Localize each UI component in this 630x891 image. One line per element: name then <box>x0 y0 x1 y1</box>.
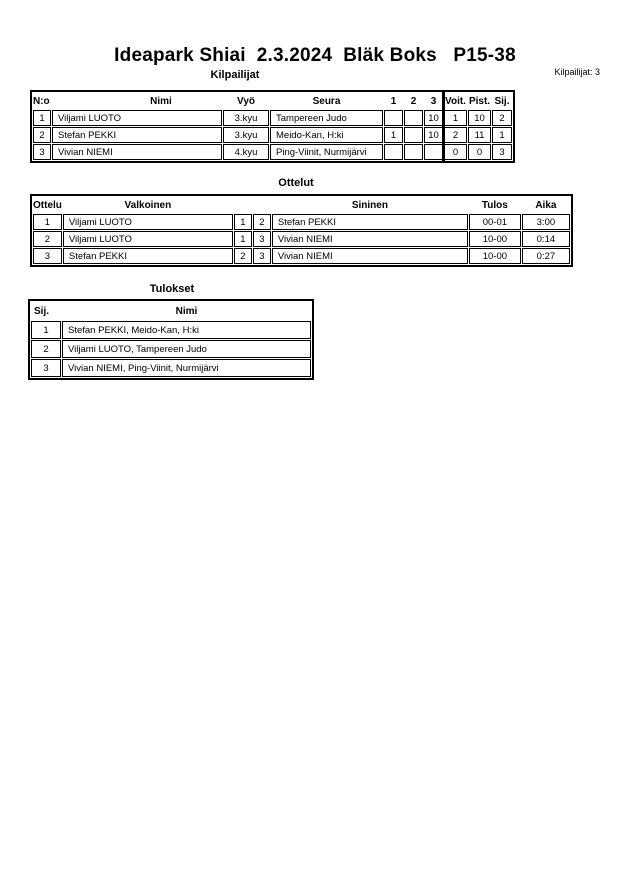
table-cell: 3 <box>492 144 512 160</box>
column-header: 2 <box>410 95 417 107</box>
table-cell: Stefan PEKKI <box>52 127 222 143</box>
table-cell: 2 <box>33 231 62 247</box>
results-table <box>28 299 314 380</box>
table-cell: 3.kyu <box>223 110 269 126</box>
table-cell: Vivian NIEMI <box>52 144 222 160</box>
table-row <box>33 127 512 143</box>
results-header-row <box>31 302 311 320</box>
table-cell: Ping-Viinit, Nurmijärvi <box>270 144 383 160</box>
table-cell: Stefan PEKKI <box>272 214 468 230</box>
column-header: Sininen <box>351 199 388 211</box>
scores-results-divider <box>442 90 445 163</box>
table-cell: 0:27 <box>522 248 570 264</box>
table-cell: 2 <box>31 340 61 358</box>
table-cell: 2 <box>253 214 271 230</box>
table-cell: Viljami LUOTO <box>63 214 233 230</box>
column-header: Vyö <box>237 95 255 107</box>
table-cell <box>404 144 423 160</box>
table-cell: 10-00 <box>469 231 521 247</box>
column-header: Nimi <box>150 95 172 107</box>
column-header: Voit. <box>445 95 466 107</box>
column-header: 3 <box>430 95 437 107</box>
column-header: N:o <box>33 95 50 107</box>
table-cell: Viljami LUOTO, Tampereen Judo <box>62 340 311 358</box>
column-header <box>234 197 252 213</box>
table-cell: 2 <box>444 127 467 143</box>
page-title: Ideapark Shiai 2.3.2024 Bläk Boks P15-38 <box>114 45 516 66</box>
table-cell: Viljami LUOTO <box>63 231 233 247</box>
table-cell: Meido-Kan, H:ki <box>270 127 383 143</box>
results-table-wrap <box>28 299 314 380</box>
table-cell <box>404 127 423 143</box>
table-cell: 3 <box>253 248 271 264</box>
table-cell: 10 <box>424 110 443 126</box>
table-cell: 10-00 <box>469 248 521 264</box>
matches-header-row <box>33 197 570 213</box>
table-cell: 1 <box>33 110 51 126</box>
competitors-section-heading: Kilpailijat <box>210 69 260 81</box>
table-cell: 3:00 <box>522 214 570 230</box>
table-cell: Vivian NIEMI, Ping-Viinit, Nurmijärvi <box>62 359 311 377</box>
table-cell: 0:14 <box>522 231 570 247</box>
column-header: Ottelu <box>33 199 62 211</box>
column-header: Aika <box>535 199 557 211</box>
column-header <box>253 197 271 213</box>
column-header: Sij. <box>494 95 510 107</box>
table-cell <box>384 144 403 160</box>
table-row <box>33 248 570 264</box>
table-cell: 3 <box>33 144 51 160</box>
table-row <box>33 231 570 247</box>
table-cell <box>424 144 443 160</box>
table-cell: 1 <box>234 231 252 247</box>
table-row <box>33 214 570 230</box>
table-cell: 1 <box>492 127 512 143</box>
table-cell: 3.kyu <box>223 127 269 143</box>
table-cell: 3 <box>33 248 62 264</box>
matches-section-heading: Ottelut <box>278 177 314 189</box>
table-cell: Stefan PEKKI, Meido-Kan, H:ki <box>62 321 311 339</box>
competitors-table-wrap <box>30 90 515 163</box>
column-header: Tulos <box>481 199 508 211</box>
table-cell: 11 <box>468 127 491 143</box>
table-cell: 00-01 <box>469 214 521 230</box>
table-cell <box>404 110 423 126</box>
matches-table <box>30 194 573 267</box>
table-row <box>31 359 311 377</box>
column-header: Nimi <box>175 305 198 317</box>
table-cell: 2 <box>33 127 51 143</box>
table-cell: 2 <box>492 110 512 126</box>
table-row <box>31 321 311 339</box>
table-row <box>33 144 512 160</box>
table-cell: 0 <box>444 144 467 160</box>
table-row <box>33 110 512 126</box>
table-cell: Stefan PEKKI <box>63 248 233 264</box>
column-header: Seura <box>312 95 341 107</box>
table-cell: Tampereen Judo <box>270 110 383 126</box>
column-header: Pist. <box>468 95 491 107</box>
table-cell: Vivian NIEMI <box>272 231 468 247</box>
table-cell: 1 <box>33 214 62 230</box>
competitors-count-note: Kilpailijat: 3 <box>554 67 600 77</box>
table-cell: 10 <box>424 127 443 143</box>
table-cell: 2 <box>234 248 252 264</box>
table-row <box>31 340 311 358</box>
matches-table-wrap <box>30 194 573 267</box>
table-cell: 3 <box>31 359 61 377</box>
table-cell: 0 <box>468 144 491 160</box>
table-cell: 1 <box>31 321 61 339</box>
table-cell: 1 <box>444 110 467 126</box>
table-cell: 4.kyu <box>223 144 269 160</box>
competitors-header-row <box>33 93 512 109</box>
column-header: Valkoinen <box>124 199 172 211</box>
results-section-heading: Tulokset <box>149 283 195 295</box>
table-cell: 1 <box>234 214 252 230</box>
table-cell: 10 <box>468 110 491 126</box>
table-cell: 3 <box>253 231 271 247</box>
column-header: Sij. <box>34 305 50 317</box>
table-cell: Viljami LUOTO <box>52 110 222 126</box>
table-cell: 1 <box>384 127 403 143</box>
table-cell <box>384 110 403 126</box>
column-header: 1 <box>390 95 397 107</box>
table-cell: Vivian NIEMI <box>272 248 468 264</box>
